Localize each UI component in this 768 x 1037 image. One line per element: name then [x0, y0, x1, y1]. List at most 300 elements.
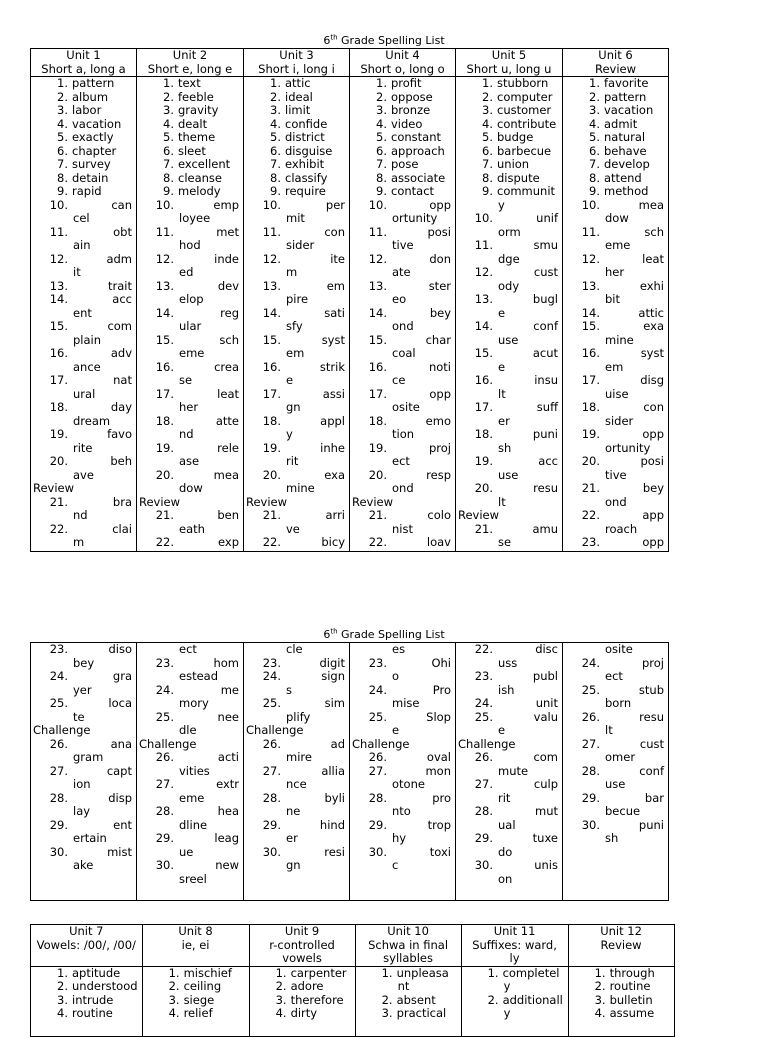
word-text: sati	[324, 305, 345, 320]
word-number: 15.	[49, 319, 68, 333]
word-entry	[568, 819, 664, 833]
word-text: bra	[112, 494, 132, 509]
word-number: 12.	[155, 251, 174, 266]
word-continuation: m	[286, 265, 298, 279]
word-entry	[568, 711, 664, 725]
word-entry	[568, 131, 664, 145]
word-entry	[36, 670, 132, 684]
word-number: 10.	[368, 197, 387, 212]
word-entry	[142, 91, 239, 105]
word-entry	[355, 118, 451, 132]
word-text: sch	[644, 224, 664, 239]
word-text: natural	[604, 130, 646, 144]
word-continuation: use	[605, 777, 626, 791]
word-text: trait	[108, 278, 132, 293]
word-text: puni	[532, 427, 558, 441]
word-text: leag	[214, 831, 239, 845]
word-text: allia	[321, 763, 345, 778]
word-entry	[249, 738, 345, 752]
word-entry	[461, 347, 558, 361]
word-entry	[249, 388, 345, 402]
word-continuation: ave	[73, 467, 94, 482]
word-entry	[355, 199, 451, 213]
word-entry	[36, 967, 138, 981]
word-continuation: ce	[392, 373, 406, 387]
word-entry	[467, 994, 564, 1008]
word-continuation: y	[503, 1006, 511, 1020]
word-number: 14.	[262, 305, 281, 320]
word-entry	[142, 778, 239, 792]
word-number: 11.	[368, 224, 387, 239]
word-text: resi	[324, 844, 345, 859]
word-entry	[568, 172, 664, 186]
word-text: opp	[429, 386, 451, 401]
word-continuation: ed	[179, 265, 194, 279]
unit-header: Unit 3 Short i, long i	[244, 49, 350, 77]
word-number: 14.	[155, 305, 174, 320]
word-continuation: cle	[286, 642, 303, 656]
word-text: cleanse	[178, 170, 222, 185]
word-text: proj	[428, 440, 451, 455]
word-continuation: gn	[286, 858, 301, 872]
word-number: 2.	[168, 979, 180, 993]
word-text: toxi	[429, 844, 451, 859]
word-entry	[148, 967, 245, 981]
word-list	[350, 77, 455, 550]
word-number: 17.	[474, 400, 493, 414]
word-entry	[36, 131, 132, 145]
word-continuation: ain	[73, 238, 91, 252]
word-text: puni	[638, 817, 664, 832]
word-text: acc	[538, 454, 558, 468]
word-list	[563, 77, 668, 550]
word-number: 7.	[270, 157, 281, 171]
word-entry	[461, 859, 558, 873]
word-number: 21.	[474, 521, 493, 536]
word-text: gravity	[178, 103, 219, 117]
word-entry	[568, 226, 664, 240]
word-continuation: on	[498, 871, 513, 886]
word-text: appl	[320, 413, 345, 428]
word-number: 29.	[368, 817, 387, 832]
word-entry	[249, 819, 345, 833]
word-list	[456, 643, 562, 886]
word-text: leat	[642, 251, 664, 266]
word-list	[31, 967, 142, 1021]
word-number: 8.	[589, 170, 600, 185]
word-number: 1.	[163, 76, 174, 90]
word-number: 5.	[482, 130, 493, 144]
word-text: nat	[113, 373, 132, 387]
word-text: adore	[290, 979, 324, 993]
word-text: insu	[534, 373, 558, 387]
word-entry	[142, 657, 239, 671]
word-number: 22.	[155, 535, 174, 549]
word-entry	[249, 91, 345, 105]
unit-header: Unit 11 Suffixes: ward, ly	[461, 925, 568, 967]
word-number: 2.	[163, 89, 174, 104]
word-number: 12.	[581, 251, 600, 266]
word-text: through	[609, 966, 655, 980]
word-number: 22.	[49, 521, 68, 536]
word-continuation: ake	[73, 858, 94, 872]
word-entry	[355, 536, 451, 550]
word-list-cell	[31, 966, 143, 1036]
word-number: 25.	[368, 709, 387, 724]
word-text: customer	[497, 103, 552, 117]
word-continuation: mise	[392, 696, 420, 710]
word-text: digit	[319, 655, 345, 670]
word-continuation: vities	[179, 763, 210, 778]
word-entry	[461, 428, 558, 442]
word-entry	[355, 711, 451, 725]
word-entry	[249, 657, 345, 671]
section-label: Review	[352, 494, 394, 509]
word-continuation: hy	[392, 831, 407, 845]
word-text: disc	[535, 642, 558, 656]
section-label: Challenge	[246, 723, 304, 737]
word-text: pro	[432, 790, 451, 805]
word-entry	[249, 415, 345, 429]
word-list	[462, 967, 568, 1021]
word-text: clai	[112, 521, 132, 536]
word-entry	[568, 280, 664, 294]
section-label: Challenge	[33, 723, 91, 737]
word-text: routine	[609, 979, 651, 993]
word-text: proj	[641, 655, 664, 670]
word-number: 27.	[49, 763, 68, 778]
word-number: 15.	[155, 332, 174, 347]
word-list-cell	[456, 77, 563, 552]
word-continuation: loyee	[179, 211, 211, 225]
word-text: unpleasa	[396, 966, 449, 980]
word-text: favo	[107, 427, 132, 441]
word-entry	[461, 145, 558, 159]
word-entry	[461, 239, 558, 253]
word-text: resu	[639, 709, 664, 724]
spelling-table-units-7-12	[30, 924, 675, 1037]
word-text: admit	[604, 116, 638, 131]
word-entry	[461, 482, 558, 496]
word-text: em	[326, 278, 345, 293]
word-list	[244, 77, 349, 550]
word-entry	[461, 643, 558, 657]
word-number: 18.	[262, 413, 281, 428]
word-continuation: estead	[179, 669, 218, 683]
word-continuation: eme	[179, 790, 205, 805]
word-text: additionall	[502, 992, 563, 1007]
word-text: don	[429, 251, 451, 266]
word-number: 11.	[262, 224, 281, 239]
word-entry	[142, 509, 239, 523]
word-entry	[249, 104, 345, 118]
word-entry	[461, 212, 558, 226]
word-entry	[355, 158, 451, 172]
word-entry	[142, 334, 239, 348]
word-text: bulletin	[609, 992, 653, 1007]
word-continuation: e	[498, 359, 506, 374]
word-text: me	[220, 682, 239, 697]
word-continuation: uss	[498, 655, 518, 670]
word-entry	[461, 185, 558, 199]
word-number: 2.	[487, 992, 499, 1007]
word-number: 25.	[474, 709, 493, 724]
word-continuation: ance	[73, 359, 101, 374]
word-continuation: coal	[392, 346, 416, 360]
word-entry	[148, 980, 245, 994]
word-number: 17.	[262, 386, 281, 401]
word-text: dispute	[497, 170, 540, 185]
word-continuation: e	[392, 723, 400, 737]
spelling-table-units-1-6	[30, 48, 669, 552]
word-entry	[142, 751, 239, 765]
word-entry	[36, 158, 132, 172]
word-list-cell	[563, 77, 669, 552]
page2-title: 6th Grade Spelling List	[323, 627, 445, 641]
word-list	[137, 77, 243, 550]
word-continuation: gram	[73, 750, 104, 764]
word-number: 20.	[474, 481, 493, 495]
word-entry	[461, 131, 558, 145]
word-number: 27.	[474, 777, 493, 791]
word-entry	[142, 131, 239, 145]
word-text: char	[425, 332, 451, 347]
word-entry	[568, 77, 664, 91]
word-number: 24.	[262, 669, 281, 683]
word-entry	[461, 158, 558, 172]
word-entry	[568, 792, 664, 806]
word-number: 28.	[474, 804, 493, 818]
word-entry	[249, 131, 345, 145]
word-number: 3.	[163, 103, 174, 117]
word-text: con	[643, 400, 664, 414]
word-list	[456, 77, 562, 550]
word-continuation: ond	[392, 319, 414, 333]
word-entry	[568, 118, 664, 132]
word-entry	[568, 401, 664, 415]
word-continuation: dow	[179, 481, 203, 495]
word-entry	[36, 401, 132, 415]
word-entry	[36, 280, 132, 294]
word-number: 24.	[474, 696, 493, 710]
word-entry	[355, 792, 451, 806]
word-number: 2.	[270, 89, 281, 104]
word-text: posi	[640, 454, 664, 468]
word-text: publ	[532, 669, 558, 683]
word-text: hom	[213, 655, 239, 670]
word-text: mist	[107, 844, 132, 859]
word-number: 9.	[482, 184, 493, 198]
word-entry	[461, 455, 558, 469]
word-entry	[142, 104, 239, 118]
word-text: exhi	[639, 278, 664, 293]
word-text: barbecue	[497, 143, 552, 158]
word-entry	[36, 185, 132, 199]
section-label: Review	[139, 494, 181, 509]
word-text: opp	[642, 427, 664, 441]
word-text: syst	[640, 346, 664, 360]
word-number: 22.	[262, 535, 281, 549]
word-text: adm	[106, 251, 132, 266]
word-number: 26.	[581, 709, 600, 724]
word-entry	[255, 980, 351, 994]
word-continuation: yer	[73, 682, 92, 697]
word-number: 5.	[57, 130, 68, 144]
word-entry	[249, 442, 345, 456]
word-entry	[355, 226, 451, 240]
word-text: loav	[426, 535, 451, 549]
word-continuation: ve	[286, 521, 300, 536]
word-number: 1.	[168, 966, 180, 980]
word-entry	[467, 967, 564, 981]
word-continuation: tion	[392, 427, 415, 441]
word-number: 5.	[163, 130, 174, 144]
word-continuation: c	[392, 858, 399, 872]
word-continuation: becue	[605, 804, 641, 818]
word-number: 21.	[368, 508, 387, 522]
word-number: 2.	[57, 979, 68, 993]
word-entry	[355, 253, 451, 267]
word-entry	[355, 751, 451, 765]
word-text: practical	[396, 1006, 447, 1020]
word-text: exhibit	[285, 157, 325, 171]
word-entry	[249, 670, 345, 684]
word-continuation: plain	[73, 332, 102, 347]
word-list-cell	[456, 643, 563, 901]
word-number: 13.	[581, 278, 600, 293]
word-number: 13.	[155, 278, 174, 293]
word-number: 29.	[581, 790, 600, 805]
word-continuation: orm	[498, 224, 521, 239]
section-label: Challenge	[352, 736, 410, 751]
word-text: ideal	[285, 89, 313, 104]
word-number: 8.	[482, 170, 493, 185]
word-number: 23.	[49, 642, 68, 656]
word-text: bey	[642, 481, 664, 495]
word-number: 14.	[474, 319, 493, 333]
word-number: 26.	[49, 736, 68, 751]
word-entry	[249, 469, 345, 483]
word-list	[350, 643, 455, 873]
unit-header: Unit 9 r-controlled vowels	[249, 925, 355, 967]
word-continuation: eath	[179, 521, 205, 536]
word-text: labor	[72, 103, 102, 117]
word-text: emp	[213, 197, 239, 212]
word-number: 3.	[376, 103, 387, 117]
word-entry	[568, 738, 664, 752]
word-continuation: ne	[286, 804, 301, 818]
word-continuation: ortunity	[392, 211, 438, 225]
word-list	[356, 967, 461, 1021]
unit-header-row	[31, 49, 669, 77]
word-entry	[361, 994, 457, 1008]
word-number: 29.	[155, 831, 174, 845]
word-number: 18.	[49, 400, 68, 414]
word-entry	[36, 765, 132, 779]
word-entry	[36, 104, 132, 118]
word-entry	[36, 994, 138, 1008]
word-number: 28.	[581, 763, 600, 778]
word-number: 21.	[49, 494, 68, 509]
word-entry	[142, 118, 239, 132]
word-continuation: gn	[286, 400, 301, 414]
word-number: 5.	[270, 130, 281, 144]
word-continuation: plify	[286, 709, 311, 724]
word-continuation: ect	[392, 454, 410, 468]
word-text: trop	[427, 817, 451, 832]
word-text: bronze	[391, 103, 431, 117]
word-entry	[148, 1007, 245, 1021]
word-entry	[355, 819, 451, 833]
word-entry	[142, 158, 239, 172]
word-text: text	[178, 76, 201, 90]
word-number: 15.	[262, 332, 281, 347]
word-number: 8.	[57, 170, 68, 185]
word-number: 9.	[57, 184, 68, 198]
word-number: 5.	[376, 130, 387, 144]
word-text: dealt	[178, 116, 208, 131]
word-continuation: bit	[605, 292, 621, 306]
word-list-cell	[563, 643, 669, 901]
word-text: ite	[330, 251, 345, 266]
word-entry	[568, 374, 664, 388]
word-continuation: ue	[179, 844, 194, 859]
word-entry	[249, 253, 345, 267]
word-text: new	[215, 858, 239, 872]
word-entry	[568, 253, 664, 267]
word-text: profit	[391, 76, 422, 90]
word-text: limit	[285, 103, 311, 117]
word-continuation: ect	[179, 642, 197, 656]
word-text: district	[285, 130, 325, 144]
word-list-cell	[31, 77, 137, 552]
word-number: 25.	[49, 696, 68, 710]
word-entry	[461, 77, 558, 91]
word-number: 7.	[163, 157, 174, 171]
word-number: 4.	[589, 116, 600, 131]
word-entry	[461, 266, 558, 280]
word-text: adv	[110, 346, 132, 360]
word-continuation: sh	[498, 440, 512, 455]
word-text: bar	[644, 790, 664, 805]
word-text: ceiling	[183, 979, 222, 993]
word-text: melody	[178, 184, 221, 198]
word-list-cell	[244, 643, 350, 901]
word-number: 10.	[262, 197, 281, 212]
word-text: diso	[108, 642, 132, 656]
word-entry	[461, 320, 558, 334]
word-text: bicy	[321, 535, 345, 549]
word-continuation: sh	[605, 831, 619, 845]
word-list	[250, 967, 355, 1021]
word-text: exactly	[72, 130, 114, 144]
word-number: 6.	[163, 143, 174, 158]
word-number: 25.	[155, 709, 174, 724]
word-list-cell	[350, 643, 456, 901]
word-entry	[461, 172, 558, 186]
word-number: 20.	[368, 467, 387, 482]
word-text: relief	[183, 1006, 213, 1020]
word-text: vacation	[72, 116, 122, 131]
word-continuation: nd	[73, 508, 88, 522]
word-continuation: e	[498, 723, 506, 737]
word-number: 1.	[57, 966, 68, 980]
word-number: 17.	[368, 386, 387, 401]
unit-header: Unit 1 Short a, long a	[31, 49, 137, 77]
word-entry	[355, 77, 451, 91]
word-text: classify	[285, 170, 328, 185]
word-number: 1.	[594, 966, 606, 980]
